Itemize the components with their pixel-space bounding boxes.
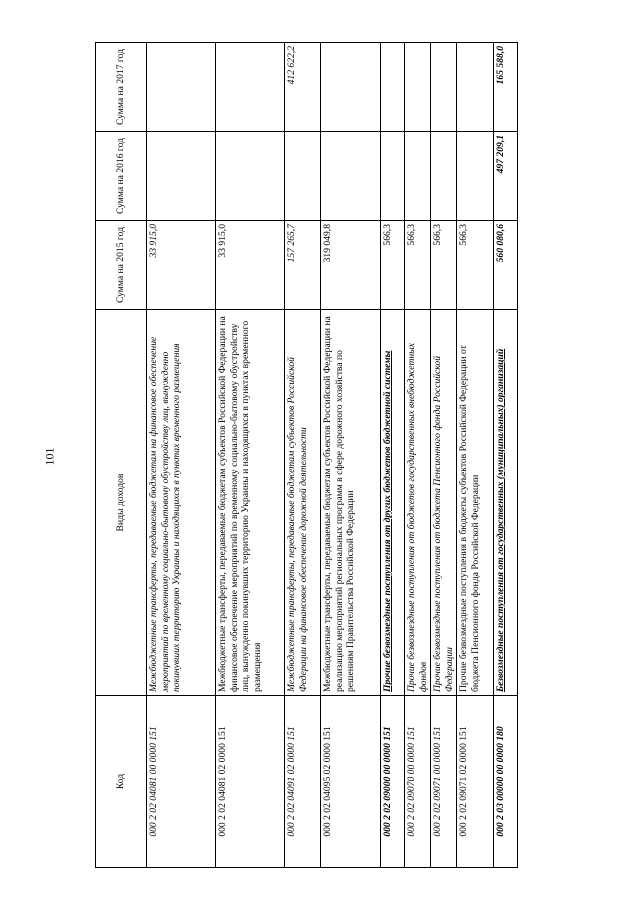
row-name: Прочие безвозмездные поступления от бюджетов государственных внебюджетных фондов xyxy=(405,310,431,696)
table-row xyxy=(147,43,216,868)
row-sum-2017 xyxy=(321,43,381,132)
row-name: Прочие безвозмездные поступления от бюджета Пенсионного фонда Российской Федерации xyxy=(431,310,457,696)
page-number: 101 xyxy=(42,447,57,466)
row-sum-2017 xyxy=(216,43,285,132)
table-row xyxy=(321,43,381,868)
row-code: 000 2 02 04081 00 0000 151 xyxy=(147,696,216,868)
row-name: Межбюджетные трансферты, передаваемые бюджетам субъектов Российской Федерации на финансовое обеспечение мероприятий по временному социально-бытовому обустройству лиц, вынужденно покинувших территорию Украины и находящихся в пунктах временного размещения xyxy=(216,310,285,696)
row-name: Межбюджетные трансферты, передаваемые бюджетам субъектов Российской Федерации на финансовое обеспечение дорожной деятельности xyxy=(285,310,321,696)
header-code: Код xyxy=(96,696,147,868)
row-sum-2017 xyxy=(457,43,494,132)
row-sum-2017: 165 588,0 xyxy=(494,43,518,132)
row-sum-2017 xyxy=(147,43,216,132)
row-sum-2015: 566,3 xyxy=(381,221,405,310)
row-code: 000 2 02 09000 00 0000 151 xyxy=(381,696,405,868)
row-sum-2015: 566,3 xyxy=(457,221,494,310)
row-sum-2016 xyxy=(405,132,431,221)
table-row xyxy=(216,43,285,868)
row-name: Безвозмездные поступления от государственных (муниципальных) организаций xyxy=(494,310,518,696)
row-sum-2017 xyxy=(381,43,405,132)
revenue-table-container xyxy=(95,43,525,868)
row-sum-2016 xyxy=(147,132,216,221)
table-row xyxy=(494,43,518,868)
header-sum-2015: Сумма на 2015 год xyxy=(96,221,147,310)
row-sum-2017 xyxy=(431,43,457,132)
row-name: Межбюджетные трансферты, передаваемые бюджетам на финансовое обеспечение мероприятий по временному социально-бытовому обустройству лиц, вынужденно покинувших территорию Украины и находящихся в пунктах временного размещения xyxy=(147,310,216,696)
row-sum-2015: 33 915,0 xyxy=(147,221,216,310)
table-row xyxy=(457,43,494,868)
row-code: 000 2 02 09071 02 0000 151 xyxy=(457,696,494,868)
row-sum-2016 xyxy=(321,132,381,221)
row-sum-2016 xyxy=(381,132,405,221)
row-name: Прочие безвозмездные поступления в бюджеты субъектов Российской Федерации от бюджета Пенсионного фонда Российской Федерации xyxy=(457,310,494,696)
table-header-row xyxy=(96,43,147,868)
table-row xyxy=(285,43,321,868)
header-sum-2017: Сумма на 2017 год xyxy=(96,43,147,132)
row-sum-2017 xyxy=(405,43,431,132)
row-code: 000 2 02 09071 00 0000 151 xyxy=(431,696,457,868)
row-name: Прочие безвозмездные поступления от других бюджетов бюджетной системы xyxy=(381,310,405,696)
row-sum-2015: 566,3 xyxy=(431,221,457,310)
row-sum-2017: 412 622,2 xyxy=(285,43,321,132)
row-sum-2015: 566,3 xyxy=(405,221,431,310)
table-row xyxy=(405,43,431,868)
row-sum-2015: 319 049,8 xyxy=(321,221,381,310)
row-code: 000 2 02 04091 02 0000 151 xyxy=(285,696,321,868)
row-sum-2016 xyxy=(216,132,285,221)
row-sum-2015: 33 915,0 xyxy=(216,221,285,310)
row-code: 000 2 02 04095 02 0000 151 xyxy=(321,696,381,868)
table-row xyxy=(431,43,457,868)
header-sum-2016: Сумма на 2016 год xyxy=(96,132,147,221)
header-name: Виды доходов xyxy=(96,310,147,696)
row-sum-2016 xyxy=(457,132,494,221)
row-code: 000 2 02 09070 00 0000 151 xyxy=(405,696,431,868)
revenue-table xyxy=(95,42,518,868)
row-sum-2015: 560 080,6 xyxy=(494,221,518,310)
row-sum-2016 xyxy=(285,132,321,221)
row-sum-2015: 157 265,7 xyxy=(285,221,321,310)
row-name: Межбюджетные трансферты, передаваемые бюджетам субъектов Российской Федерации на реализацию мероприятий региональных программ в сфере дорожного хозяйства по решениям Правительства Российской Федерации xyxy=(321,310,381,696)
table-row xyxy=(381,43,405,868)
row-sum-2016: 497 209,1 xyxy=(494,132,518,221)
row-sum-2016 xyxy=(431,132,457,221)
row-code: 000 2 03 00000 00 0000 180 xyxy=(494,696,518,868)
row-code: 000 2 02 04081 02 0000 151 xyxy=(216,696,285,868)
